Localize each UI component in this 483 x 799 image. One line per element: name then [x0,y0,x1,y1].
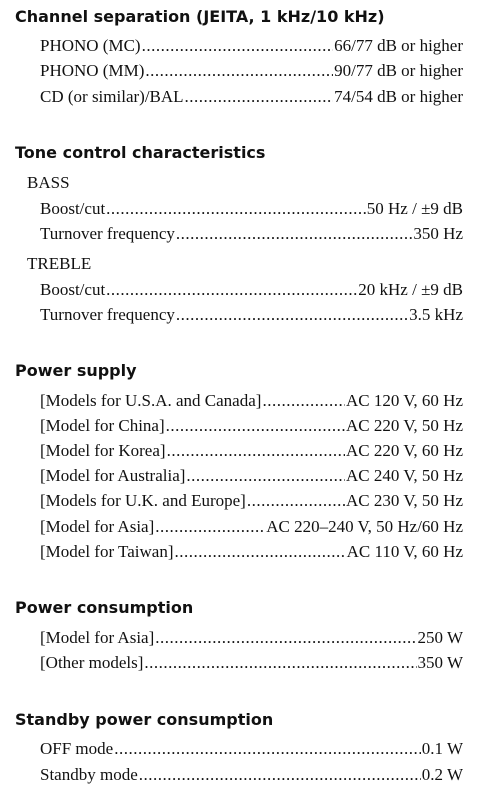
spec-row-phono-mm [40,61,463,81]
dot-leader [144,653,416,673]
spec-label: [Model for China] [40,416,165,435]
spec-label: OFF mode [40,739,114,758]
spec-value: AC 220 V, 50 Hz [346,416,463,435]
dot-leader [155,517,265,537]
spec-label: [Other models] [40,653,144,672]
spec-label: Turnover frequency [40,224,175,243]
spec-value: 90/77 dB or higher [334,61,463,80]
spec-row-supply-australia [40,466,463,486]
dot-leader [175,542,346,562]
spec-value: 74/54 dB or higher [334,87,463,106]
dot-leader [139,765,421,785]
spec-value: 50 Hz / ±9 dB [366,199,463,218]
spec-value: 3.5 kHz [409,305,463,324]
spec-row-supply-taiwan [40,542,463,562]
spec-row-cd-bal [40,87,463,107]
bass-subheading: BASS [27,173,70,192]
spec-value: 350 Hz [413,224,463,243]
dot-leader [185,87,334,107]
spec-label: Standby mode [40,765,138,784]
dot-leader [106,199,366,219]
channel-separation-heading: Channel separation (JEITA, 1 kHz/10 kHz) [15,7,385,26]
spec-row-standby-mode [40,765,463,785]
spec-value: 0.1 W [421,739,463,758]
spec-row-phono-mc [40,36,463,56]
spec-row-supply-asia [40,517,463,537]
spec-row-bass-boost [40,199,463,219]
spec-label: [Models for U.K. and Europe] [40,491,246,510]
dot-leader [142,36,334,56]
spec-row-supply-usa [40,391,463,411]
spec-value: 66/77 dB or higher [334,36,463,55]
spec-row-supply-korea [40,441,463,461]
spec-label: [Model for Australia] [40,466,186,485]
spec-row-consumption-other [40,653,463,673]
spec-value: AC 240 V, 50 Hz [346,466,463,485]
spec-value: 350 W [417,653,463,672]
spec-value: 0.2 W [421,765,463,784]
spec-row-standby-off [40,739,463,759]
dot-leader [186,466,345,486]
spec-value: 20 kHz / ±9 dB [358,280,463,299]
spec-label: Boost/cut [40,199,106,218]
dot-leader [167,441,345,461]
spec-row-treble-turnover [40,305,463,325]
spec-value: AC 220 V, 60 Hz [346,441,463,460]
spec-label: [Model for Asia] [40,628,155,647]
spec-label: Turnover frequency [40,305,175,324]
spec-value: AC 120 V, 60 Hz [346,391,463,410]
dot-leader [176,305,408,325]
dot-leader [166,416,345,436]
dot-leader [247,491,345,511]
spec-label: [Model for Korea] [40,441,166,460]
spec-label: PHONO (MM) [40,61,145,80]
spec-label: Boost/cut [40,280,106,299]
spec-value: AC 230 V, 50 Hz [346,491,463,510]
power-supply-heading: Power supply [15,361,137,380]
dot-leader [106,280,357,300]
treble-subheading: TREBLE [27,254,92,273]
spec-label: [Models for U.S.A. and Canada] [40,391,262,410]
spec-row-bass-turnover [40,224,463,244]
dot-leader [155,628,416,648]
spec-label: [Model for Asia] [40,517,155,536]
tone-control-heading: Tone control characteristics [15,143,266,162]
dot-leader [145,61,333,81]
spec-label: PHONO (MC) [40,36,141,55]
spec-label: [Model for Taiwan] [40,542,174,561]
spec-value: AC 220–240 V, 50 Hz/60 Hz [266,517,463,536]
spec-row-supply-uk-europe [40,491,463,511]
standby-power-heading: Standby power consumption [15,710,274,729]
spec-row-consumption-asia [40,628,463,648]
dot-leader [176,224,413,244]
dot-leader [262,391,345,411]
spec-row-supply-china [40,416,463,436]
spec-label: CD (or similar)/BAL [40,87,184,106]
spec-value: AC 110 V, 60 Hz [346,542,463,561]
spec-row-treble-boost [40,280,463,300]
dot-leader [114,739,421,759]
power-consumption-heading: Power consumption [15,598,194,617]
spec-value: 250 W [417,628,463,647]
